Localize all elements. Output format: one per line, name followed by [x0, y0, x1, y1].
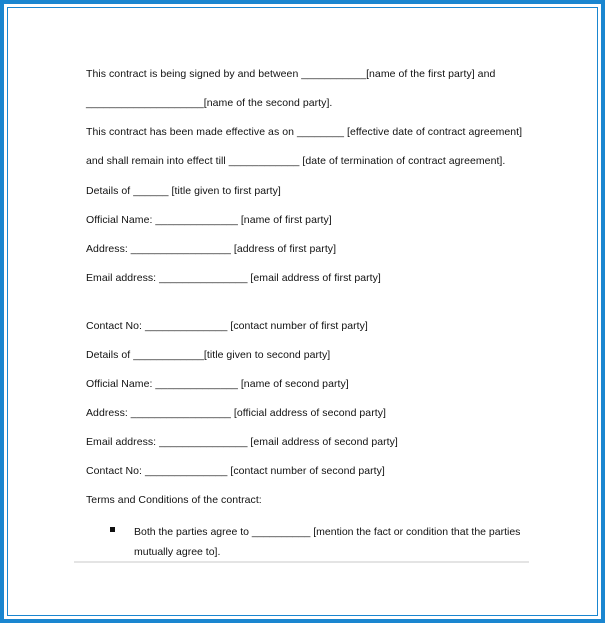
bullet-text-line-1: Both the parties agree to __________ [mention the fact or condition that the parties: [134, 526, 521, 538]
second-party-email-line: Email address: _______________ [email address of second party]: [86, 436, 398, 448]
first-party-title-line: Details of ______ [title given to first party]: [86, 185, 281, 197]
second-party-title-line: Details of ____________[title given to second party]: [86, 349, 331, 361]
intro-line-first-party: This contract is being signed by and between ___________[name of the first party] and: [86, 68, 496, 80]
termination-date-line: and shall remain into effect till ____________ [date of termination of contract agreement].: [86, 155, 506, 167]
first-party-name-line: Official Name: ______________ [name of first party]: [86, 214, 332, 226]
page-divider: [74, 561, 529, 563]
terms-heading: Terms and Conditions of the contract:: [86, 494, 262, 506]
second-party-name-line: Official Name: ______________ [name of second party]: [86, 378, 349, 390]
second-party-contact-line: Contact No: ______________ [contact number of second party]: [86, 465, 385, 477]
effective-date-line: This contract has been made effective as on ________ [effective date of contract agreement]: [86, 126, 523, 138]
first-party-email-line: Email address: _______________ [email address of first party]: [86, 272, 381, 284]
bullet-square-icon: [110, 527, 115, 532]
bullet-text-line-2: mutually agree to].: [134, 546, 221, 558]
intro-line-second-party: ____________________[name of the second party].: [86, 97, 333, 109]
first-party-address-line: Address: _________________ [address of first party]: [86, 243, 337, 255]
first-party-contact-line: Contact No: ______________ [contact number of first party]: [86, 320, 368, 332]
second-party-address-line: Address: _________________ [official address of second party]: [86, 407, 386, 419]
